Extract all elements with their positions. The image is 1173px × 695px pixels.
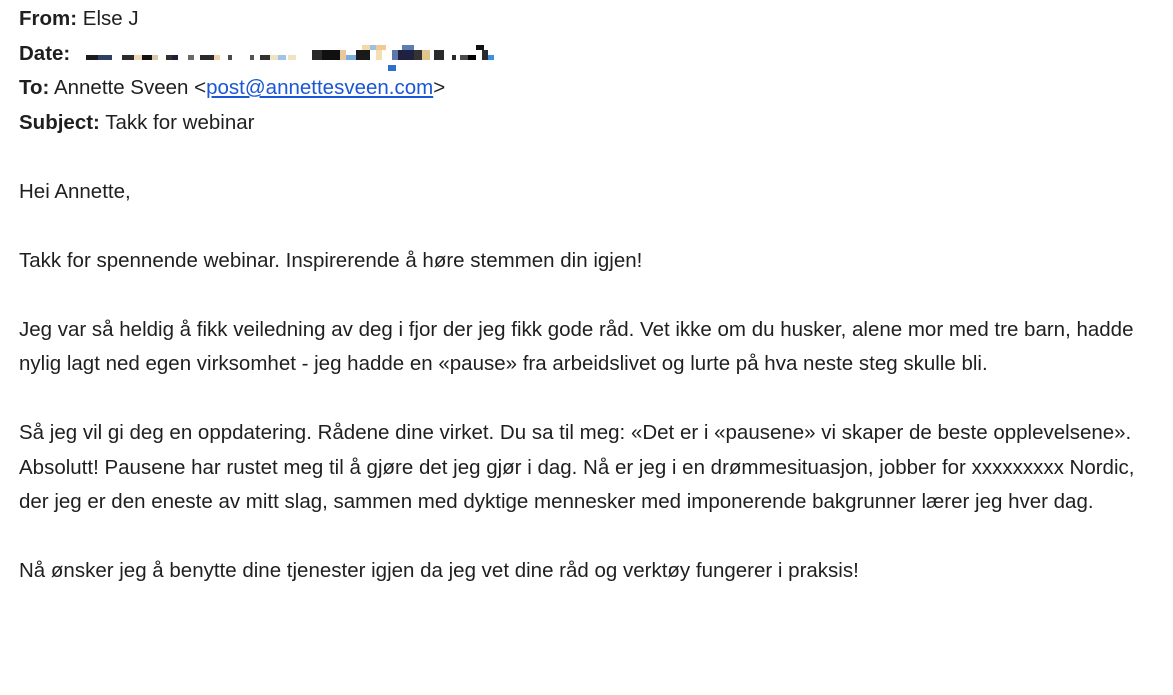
to-label: To: [19,76,50,99]
to-email-link[interactable]: post@annettesveen.com [206,76,434,99]
greeting: Hei Annette, [19,179,131,203]
from-line [19,2,1154,37]
subject-label: Subject: [19,110,100,134]
to-line [19,71,1154,106]
subject-value: Takk for webinar [105,110,255,134]
subject-line [19,106,1154,141]
from-label: From: [19,7,78,30]
body-paragraph-2: Jeg var så heldig å fikk veiledning av deg i fjor der jeg fikk gode råd. Vet ikke om du husker, alene mor med tre barn, hadde nylig lagt ned egen virksomhet - jeg hadde en «pause» fra arbeidslivet og lurte på hva neste steg skulle bli. [19,317,1134,375]
spacer [19,278,1154,313]
to-close: > [433,76,446,99]
body-paragraph-4: Nå ønsker jeg å benytte dine tjenester igjen da jeg vet dine råd og verktøy fungerer i praksis! [19,559,859,582]
date-line [19,37,1154,72]
redacted-date [76,37,496,72]
body-paragraph-1: Takk for spennende webinar. Inspirerende å høre stemmen din igjen! [19,248,643,272]
email-message [19,2,1154,589]
body-paragraph-3: Så jeg vil gi deg en oppdatering. Rådene dine virket. Du sa til meg: «Det er i «pausene» vi skaper de beste opplevelsene». Absolutt! Pausene har rustet meg til å gjøre det jeg gjør i dag. Nå er jeg i en drømmesituasjon, jobber for xxxxxxxxx Nordic, der jeg er den eneste av mitt slag, sammen med dyktige mennesker med imponerende bakgrunner lærer jeg hver dag. [19,421,1135,513]
spacer [19,209,1154,244]
from-value: Else J [82,7,139,30]
date-label: Date: [19,41,71,65]
spacer [19,382,1154,417]
spacer [19,520,1154,555]
to-name: Annette Sveen < [53,76,207,99]
spacer [19,140,1154,175]
